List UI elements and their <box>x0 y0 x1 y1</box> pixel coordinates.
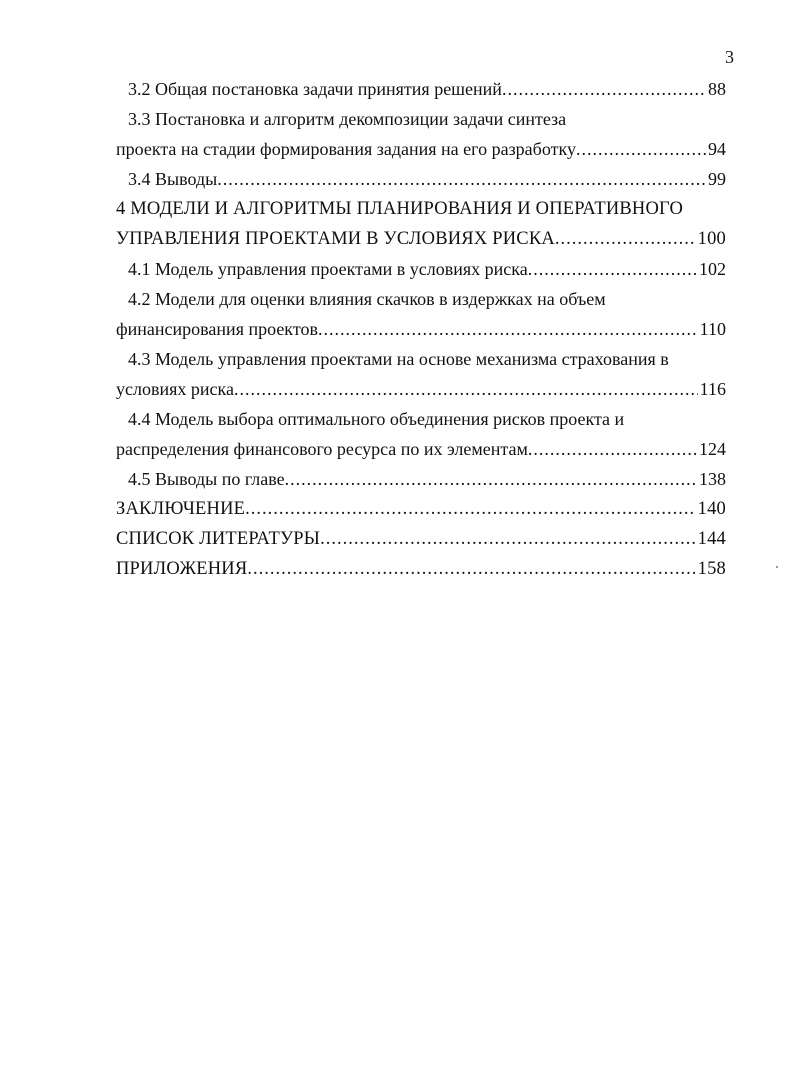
toc-entry-4-2-line1[interactable] <box>116 284 726 314</box>
toc-leader-dots <box>217 164 706 194</box>
toc-leader-dots <box>502 74 706 104</box>
toc-entry-4-3-line1[interactable] <box>116 344 726 374</box>
toc-entry-title: 4.2 Модели для оценки влияния скачков в издержках на объем <box>128 289 606 309</box>
toc-entry-title: 3.3 Постановка и алгоритм декомпозиции задачи синтеза <box>128 109 567 129</box>
toc-leader-dots <box>528 434 697 464</box>
toc-entry-title: ЗАКЛЮЧЕНИЕ <box>116 499 246 519</box>
toc-entry-4-2-line2[interactable] <box>116 314 726 344</box>
toc-leader-dots <box>528 254 697 284</box>
toc-entry-page: 158 <box>697 559 726 579</box>
toc-entry-4-3-line2[interactable] <box>116 374 726 404</box>
toc-entry-3-2[interactable] <box>116 74 726 104</box>
toc-leader-dots <box>320 524 696 554</box>
toc-entry-title-cont: финансирования проектов <box>116 319 318 339</box>
toc-entry-page: 116 <box>699 379 726 399</box>
toc-entry-appendices[interactable] <box>116 554 726 584</box>
toc-entry-title: ПРИЛОЖЕНИЯ <box>116 559 248 579</box>
toc-leader-dots <box>247 554 695 584</box>
toc-entry-title-cont: условиях риска <box>116 379 234 399</box>
toc-entry-page: 124 <box>699 439 726 459</box>
toc-chapter-4-line2[interactable] <box>116 224 726 254</box>
toc-entry-4-1[interactable] <box>116 254 726 284</box>
toc-entry-page: 144 <box>697 529 726 549</box>
toc-entry-page: 102 <box>699 259 726 279</box>
page-number: 3 <box>725 47 734 67</box>
toc-entry-page: 138 <box>699 469 726 489</box>
toc-entry-title: 4.3 Модель управления проектами на основе механизма страхования в <box>128 349 669 369</box>
toc-entry-page: 88 <box>708 79 726 99</box>
table-of-contents <box>116 74 726 584</box>
toc-entry-4-5[interactable] <box>116 464 726 494</box>
toc-entry-3-3-line1[interactable] <box>116 104 726 134</box>
toc-entry-title: 4.5 Выводы по главе <box>128 469 285 489</box>
toc-leader-dots <box>245 494 695 524</box>
toc-entry-conclusion[interactable] <box>116 494 726 524</box>
toc-entry-title: 4.4 Модель выбора оптимального объединения рисков проекта и <box>128 409 625 429</box>
toc-entry-4-4-line2[interactable] <box>116 434 726 464</box>
toc-entry-title: 3.4 Выводы <box>128 169 218 189</box>
toc-entry-title-cont: распределения финансового ресурса по их элементам <box>116 439 528 459</box>
toc-entry-references[interactable] <box>116 524 726 554</box>
toc-leader-dots <box>576 134 706 164</box>
toc-entry-page: 100 <box>697 229 726 249</box>
toc-entry-page: 94 <box>708 139 726 159</box>
toc-chapter-title: 4 МОДЕЛИ И АЛГОРИТМЫ ПЛАНИРОВАНИЯ И ОПЕРАТИВНОГО <box>116 199 684 219</box>
toc-entry-page: 99 <box>708 169 726 189</box>
toc-leader-dots <box>318 314 698 344</box>
toc-entry-3-3-line2[interactable] <box>116 134 726 164</box>
toc-chapter-4-line1[interactable] <box>116 194 726 224</box>
toc-entry-title: СПИСОК ЛИТЕРАТУРЫ <box>116 529 321 549</box>
toc-entry-page: 110 <box>699 319 726 339</box>
toc-entry-title-cont: проекта на стадии формирования задания на его разработку <box>116 139 576 159</box>
toc-entry-3-4[interactable] <box>116 164 726 194</box>
toc-leader-dots <box>234 374 698 404</box>
toc-entry-title: 4.1 Модель управления проектами в условиях риска <box>128 259 528 279</box>
toc-entry-page: 140 <box>697 499 726 519</box>
toc-entry-4-4-line1[interactable] <box>116 404 726 434</box>
scan-speck <box>776 566 778 568</box>
toc-entry-title: 3.2 Общая постановка задачи принятия решений <box>128 79 502 99</box>
toc-chapter-title-cont: УПРАВЛЕНИЯ ПРОЕКТАМИ В УСЛОВИЯХ РИСКА <box>116 229 555 249</box>
toc-leader-dots <box>285 464 697 494</box>
toc-leader-dots <box>555 224 696 254</box>
